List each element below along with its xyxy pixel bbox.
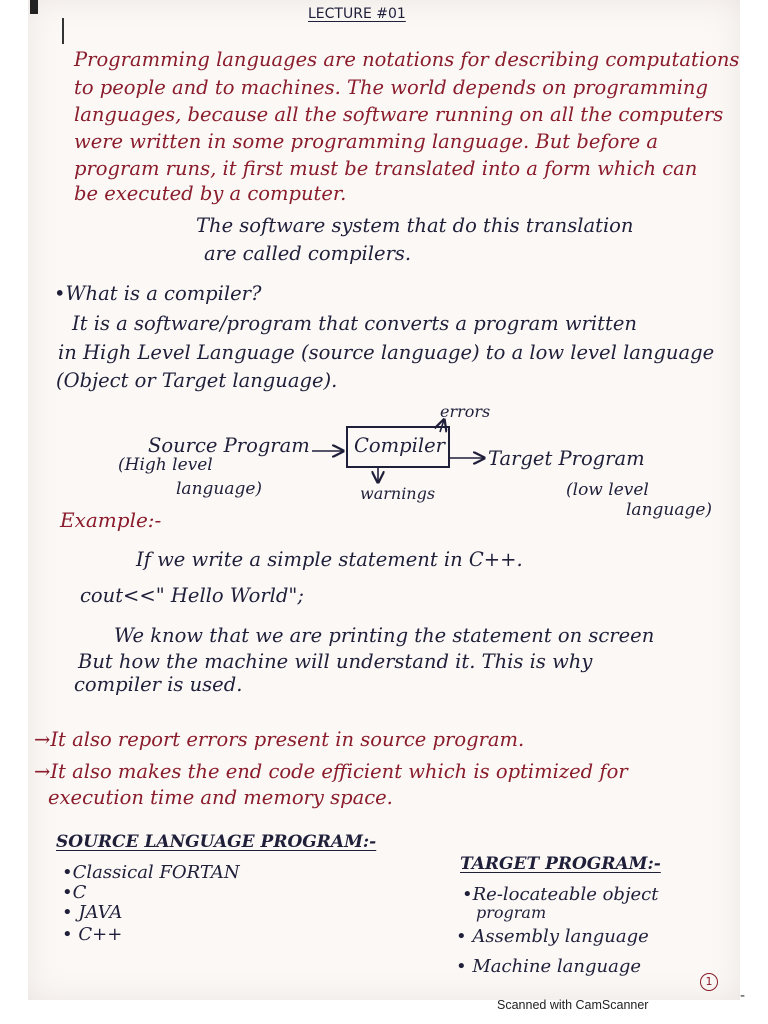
source-item-4: • C++: [62, 924, 123, 945]
intro-line-1: Programming languages are notations for describing computations: [74, 48, 740, 71]
answer-line-2: in High Level Language (source language) to a low level language: [58, 341, 715, 364]
point-2-continued: execution time and memory space.: [48, 786, 393, 809]
intro-line-5: program runs, it first must be translated into a form which can: [74, 157, 698, 180]
example-line-1: If we write a simple statement in C++.: [136, 548, 523, 571]
intro-line-6: be executed by a computer.: [74, 182, 347, 205]
example-para-line-1: We know that we are printing the statement on screen: [114, 624, 655, 647]
source-sub-1: (High level: [118, 455, 213, 475]
example-para-line-3: compiler is used.: [74, 673, 243, 696]
intro-line-4: were written in some programming language. But before a: [74, 130, 659, 153]
page-number: 1: [700, 973, 718, 991]
errors-arrow: [440, 420, 444, 432]
source-item-2: •C: [62, 882, 87, 903]
example-para-line-2: But how the machine will understand it. This is why: [78, 650, 593, 673]
target-program-label: Target Program: [488, 447, 645, 470]
scanner-footer: Scanned with CamScanner: [497, 998, 649, 1012]
target-item-3: • Machine language: [456, 956, 642, 977]
errors-label: errors: [440, 402, 491, 421]
source-language-heading: SOURCE LANGUAGE PROGRAM:-: [56, 832, 377, 852]
point-1: →It also report errors present in source program.: [34, 728, 525, 751]
target-item-2: • Assembly language: [456, 926, 649, 947]
example-heading: Example:-: [60, 508, 162, 532]
compiler-note-line-1: The software system that do this translation: [196, 214, 634, 237]
target-item-1: •Re-locateable object: [462, 884, 659, 905]
example-code: cout<<" Hello World";: [80, 584, 304, 607]
intro-line-3: languages, because all the software running on all the computers: [74, 103, 724, 126]
target-sub-1: (low level: [566, 480, 649, 500]
lecture-title: LECTURE #01: [308, 6, 406, 22]
target-program-heading: TARGET PROGRAM:-: [460, 854, 661, 874]
source-sub-2: language): [176, 479, 263, 499]
compiler-box-label: Compiler: [354, 434, 445, 457]
target-sub-2: language): [626, 500, 713, 520]
intro-line-2: to people and to machines. The world depends on programming: [74, 76, 708, 99]
answer-line-1: It is a software/program that converts a program written: [72, 312, 637, 335]
source-item-3: • JAVA: [62, 902, 123, 923]
answer-line-3: (Object or Target language).: [56, 369, 338, 392]
warnings-label: warnings: [360, 484, 436, 503]
source-item-1: •Classical FORTAN: [62, 862, 240, 883]
compiler-note-line-2: are called compilers.: [204, 242, 412, 265]
question-heading: •What is a compiler?: [54, 282, 262, 305]
source-program-label: Source Program: [148, 434, 310, 457]
target-item-1-cont: program: [476, 903, 547, 922]
point-2: →It also makes the end code efficient which is optimized for: [34, 760, 628, 783]
page-edge-dash: -: [740, 988, 746, 1004]
